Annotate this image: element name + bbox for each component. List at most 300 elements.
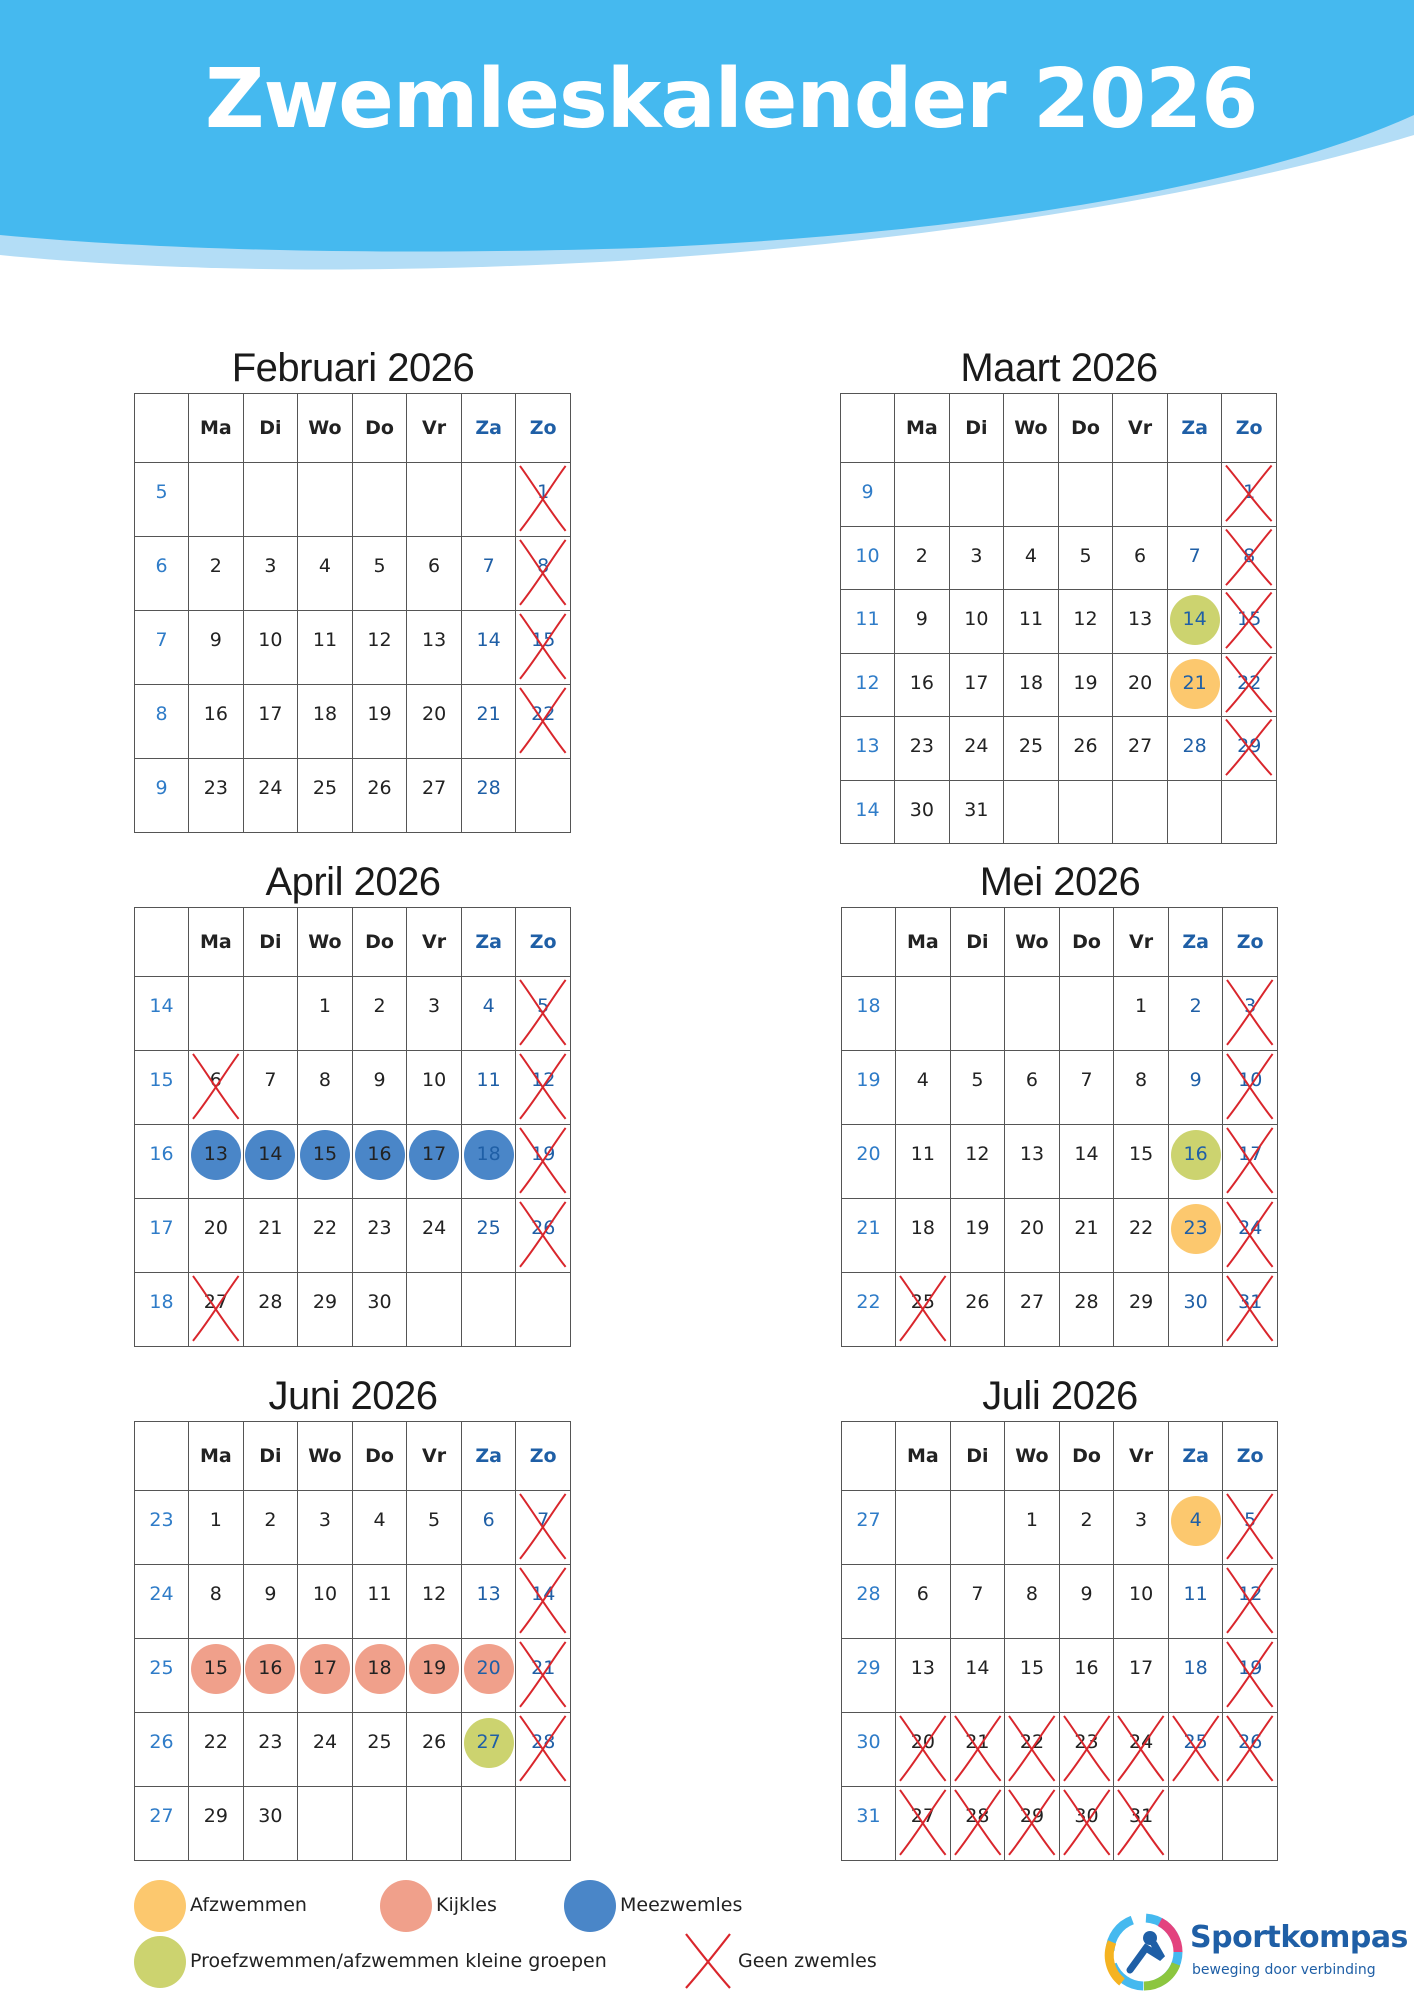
day-cell bbox=[298, 1199, 353, 1273]
day-number: 25 bbox=[1183, 1731, 1208, 1753]
day-cell bbox=[1222, 463, 1277, 527]
day-number: 18 bbox=[1018, 671, 1044, 694]
day-number: 1 bbox=[318, 995, 331, 1017]
week-number-cell bbox=[135, 759, 189, 833]
day-number: 4 bbox=[916, 1069, 929, 1091]
calendar-table bbox=[134, 393, 571, 833]
day-cell bbox=[298, 1491, 353, 1565]
day-cell bbox=[461, 1639, 516, 1713]
empty-cell bbox=[352, 463, 407, 537]
week-number-cell bbox=[135, 1199, 189, 1273]
day-header-zo: Zo bbox=[516, 1422, 571, 1491]
day-header-wo: Wo bbox=[1005, 1422, 1060, 1491]
day-cell bbox=[896, 1713, 951, 1787]
day-cell bbox=[949, 717, 1004, 781]
day-cell bbox=[896, 1051, 951, 1125]
day-header-vr: Vr bbox=[407, 394, 462, 463]
corner-cell bbox=[842, 1422, 896, 1491]
day-cell bbox=[896, 1199, 951, 1273]
empty-cell bbox=[352, 1787, 407, 1861]
day-number: 7 bbox=[264, 1069, 277, 1091]
day-cell bbox=[1113, 526, 1168, 590]
day-number: 13 bbox=[421, 629, 447, 651]
day-cell bbox=[407, 611, 462, 685]
day-number: 19 bbox=[1238, 1657, 1263, 1679]
day-cell bbox=[189, 1199, 244, 1273]
day-cell bbox=[949, 526, 1004, 590]
day-number: 16 bbox=[1183, 1143, 1208, 1165]
calendar-table bbox=[134, 907, 571, 1347]
day-number: 29 bbox=[203, 1805, 228, 1827]
day-cell bbox=[1113, 717, 1168, 781]
day-number: 7 bbox=[537, 1509, 550, 1531]
day-number: 8 bbox=[318, 1069, 331, 1091]
corner-cell bbox=[135, 1422, 189, 1491]
day-number: 20 bbox=[910, 1731, 935, 1753]
week-number: 18 bbox=[856, 995, 881, 1017]
day-cell bbox=[352, 1565, 407, 1639]
day-cell bbox=[461, 685, 516, 759]
day-header-do: Do bbox=[352, 1422, 407, 1491]
empty-cell bbox=[1005, 977, 1060, 1051]
day-cell bbox=[352, 1491, 407, 1565]
month-title: Februari 2026 bbox=[231, 346, 475, 390]
week-number-cell bbox=[135, 1491, 189, 1565]
day-cell bbox=[298, 685, 353, 759]
day-header-wo: Wo bbox=[298, 908, 353, 977]
week-number-cell bbox=[841, 463, 895, 527]
week-number-cell bbox=[842, 977, 896, 1051]
empty-cell bbox=[298, 463, 353, 537]
day-header-ma: Ma bbox=[189, 1422, 244, 1491]
day-cell bbox=[189, 611, 244, 685]
month-title: Juni 2026 bbox=[268, 1374, 438, 1418]
day-cell bbox=[1005, 1199, 1060, 1273]
week-row bbox=[135, 1125, 571, 1199]
month-title: Maart 2026 bbox=[960, 346, 1158, 390]
red-cross-icon bbox=[516, 1713, 570, 1786]
day-cell bbox=[1222, 717, 1277, 781]
red-cross-icon bbox=[896, 1713, 950, 1786]
day-cell bbox=[516, 611, 571, 685]
day-cell bbox=[950, 1273, 1005, 1347]
day-number: 19 bbox=[367, 703, 392, 725]
empty-cell bbox=[243, 463, 298, 537]
day-number: 14 bbox=[1074, 1143, 1099, 1165]
week-number-cell bbox=[842, 1273, 896, 1347]
red-cross-icon bbox=[1169, 1713, 1223, 1786]
empty-cell bbox=[189, 977, 244, 1051]
red-cross-icon bbox=[516, 1491, 570, 1564]
day-header-do: Do bbox=[1058, 394, 1113, 463]
day-cell bbox=[1114, 1051, 1169, 1125]
red-cross-icon bbox=[516, 1051, 570, 1124]
day-number: 28 bbox=[1182, 735, 1207, 757]
empty-cell bbox=[1167, 463, 1222, 527]
day-number: 27 bbox=[421, 777, 447, 799]
week-number-cell bbox=[842, 1125, 896, 1199]
red-cross-icon bbox=[951, 1713, 1005, 1786]
day-cell bbox=[516, 1713, 571, 1787]
day-number: 6 bbox=[482, 1509, 495, 1531]
day-cell bbox=[407, 1639, 462, 1713]
red-cross-icon bbox=[189, 1051, 243, 1124]
day-cell bbox=[1167, 653, 1222, 717]
day-number: 4 bbox=[318, 555, 331, 577]
red-cross-icon bbox=[516, 1639, 570, 1712]
week-row bbox=[842, 1787, 1278, 1861]
day-number: 24 bbox=[1238, 1217, 1263, 1239]
day-cell bbox=[352, 1051, 407, 1125]
legend-label: Kijkles bbox=[436, 1894, 497, 1916]
day-number: 19 bbox=[421, 1657, 447, 1679]
day-cell bbox=[896, 1639, 951, 1713]
day-number: 10 bbox=[1128, 1583, 1154, 1605]
red-cross-icon bbox=[1060, 1713, 1114, 1786]
day-cell bbox=[1222, 526, 1277, 590]
week-number-cell bbox=[842, 1565, 896, 1639]
red-cross-icon bbox=[951, 1787, 1005, 1860]
day-number: 5 bbox=[1079, 544, 1092, 567]
day-number: 1 bbox=[1243, 481, 1256, 503]
compass-logo-icon bbox=[1100, 1912, 1188, 1992]
week-number-cell bbox=[841, 590, 895, 654]
day-cell bbox=[1059, 1125, 1114, 1199]
day-cell bbox=[950, 1639, 1005, 1713]
week-row bbox=[842, 977, 1278, 1051]
empty-cell bbox=[950, 1491, 1005, 1565]
day-header-di: Di bbox=[243, 394, 298, 463]
month-april bbox=[134, 857, 572, 1347]
day-cell bbox=[298, 759, 353, 833]
day-cell bbox=[243, 1787, 298, 1861]
day-number: 9 bbox=[1189, 1069, 1202, 1091]
day-cell bbox=[1223, 1125, 1278, 1199]
day-number: 24 bbox=[964, 735, 989, 757]
week-number-cell bbox=[841, 653, 895, 717]
day-cell bbox=[1004, 653, 1059, 717]
day-number: 5 bbox=[971, 1069, 984, 1091]
day-header-za: Za bbox=[1167, 394, 1222, 463]
page-title: Zwemleskalender 2026 bbox=[205, 52, 1258, 147]
day-number: 11 bbox=[1018, 608, 1044, 630]
empty-cell bbox=[189, 463, 244, 537]
day-header-ma: Ma bbox=[896, 908, 951, 977]
day-cell bbox=[896, 1565, 951, 1639]
red-cross-icon bbox=[516, 537, 570, 610]
day-cell bbox=[516, 537, 571, 611]
week-number: 15 bbox=[149, 1069, 174, 1091]
day-cell bbox=[189, 1787, 244, 1861]
day-number: 23 bbox=[367, 1217, 392, 1239]
day-cell bbox=[516, 1639, 571, 1713]
day-cell bbox=[1059, 1273, 1114, 1347]
day-cell bbox=[895, 717, 950, 781]
day-cell bbox=[1223, 1639, 1278, 1713]
red-cross-icon bbox=[516, 977, 570, 1050]
day-cell bbox=[407, 759, 462, 833]
day-cell bbox=[1059, 1051, 1114, 1125]
red-cross-icon bbox=[516, 611, 570, 684]
day-cell bbox=[1005, 1713, 1060, 1787]
day-header-vr: Vr bbox=[1113, 394, 1168, 463]
day-number: 19 bbox=[965, 1217, 990, 1239]
day-number: 15 bbox=[1237, 608, 1262, 630]
blue-circle-icon bbox=[564, 1880, 616, 1932]
day-number: 26 bbox=[367, 777, 392, 799]
salmon-circle-icon bbox=[380, 1880, 432, 1932]
red-cross-icon bbox=[1223, 1199, 1277, 1272]
day-number: 23 bbox=[258, 1731, 283, 1753]
month-februari bbox=[134, 343, 572, 833]
week-number: 26 bbox=[149, 1731, 174, 1753]
day-number: 10 bbox=[312, 1583, 338, 1605]
day-cell bbox=[189, 537, 244, 611]
day-cell bbox=[243, 1273, 298, 1347]
day-cell bbox=[407, 1051, 462, 1125]
week-number-cell bbox=[135, 1639, 189, 1713]
day-number: 31 bbox=[1128, 1805, 1154, 1827]
day-cell bbox=[516, 1051, 571, 1125]
day-number: 28 bbox=[476, 777, 501, 799]
day-cell bbox=[895, 526, 950, 590]
day-number: 20 bbox=[421, 703, 447, 725]
day-header-di: Di bbox=[949, 394, 1004, 463]
week-row bbox=[135, 1051, 571, 1125]
day-cell bbox=[461, 611, 516, 685]
day-number: 5 bbox=[428, 1509, 441, 1531]
day-cell bbox=[298, 977, 353, 1051]
day-header-vr: Vr bbox=[407, 908, 462, 977]
day-cell bbox=[243, 1199, 298, 1273]
week-row bbox=[841, 463, 1277, 527]
day-number: 12 bbox=[1073, 608, 1098, 630]
day-cell bbox=[461, 1565, 516, 1639]
day-number: 15 bbox=[312, 1143, 338, 1165]
week-row bbox=[135, 463, 571, 537]
day-number: 26 bbox=[531, 1217, 556, 1239]
day-number: 18 bbox=[367, 1657, 392, 1679]
week-number: 19 bbox=[856, 1069, 881, 1091]
day-number: 10 bbox=[1238, 1069, 1263, 1091]
day-number: 16 bbox=[367, 1143, 392, 1165]
day-cell bbox=[1114, 1565, 1169, 1639]
week-row bbox=[135, 685, 571, 759]
day-cell bbox=[1168, 1639, 1223, 1713]
day-cell bbox=[407, 977, 462, 1051]
red-cross-icon bbox=[1005, 1713, 1059, 1786]
day-cell bbox=[1005, 1125, 1060, 1199]
day-header-do: Do bbox=[1059, 1422, 1114, 1491]
red-cross-icon bbox=[1223, 1051, 1277, 1124]
day-number: 20 bbox=[1127, 671, 1153, 694]
day-header-vr: Vr bbox=[1114, 1422, 1169, 1491]
week-number: 18 bbox=[149, 1291, 174, 1313]
day-cell bbox=[1168, 1273, 1223, 1347]
day-number: 6 bbox=[916, 1583, 929, 1605]
day-cell bbox=[1059, 1565, 1114, 1639]
day-number: 17 bbox=[258, 703, 283, 725]
empty-cell bbox=[1223, 1787, 1278, 1861]
day-cell bbox=[461, 1199, 516, 1273]
day-cell bbox=[1005, 1787, 1060, 1861]
day-number: 14 bbox=[1182, 608, 1207, 630]
day-number: 24 bbox=[1128, 1731, 1154, 1753]
empty-cell bbox=[461, 463, 516, 537]
day-header-do: Do bbox=[1059, 908, 1114, 977]
day-number: 6 bbox=[1025, 1069, 1038, 1091]
empty-cell bbox=[1058, 463, 1113, 527]
red-cross-icon bbox=[1005, 1787, 1059, 1860]
week-number-cell bbox=[135, 1273, 189, 1347]
day-number: 20 bbox=[203, 1217, 228, 1239]
day-number: 14 bbox=[258, 1143, 283, 1165]
red-cross-icon bbox=[1223, 1639, 1277, 1712]
week-number-cell bbox=[842, 1713, 896, 1787]
legend bbox=[134, 1880, 1134, 1990]
day-number: 10 bbox=[421, 1069, 447, 1091]
day-cell bbox=[243, 1565, 298, 1639]
day-cell bbox=[352, 611, 407, 685]
day-cell bbox=[896, 1787, 951, 1861]
day-header-za: Za bbox=[1168, 908, 1223, 977]
week-row bbox=[841, 780, 1277, 844]
week-row bbox=[842, 1125, 1278, 1199]
empty-cell bbox=[1004, 780, 1059, 844]
day-cell bbox=[896, 1273, 951, 1347]
month-title: Mei 2026 bbox=[979, 860, 1141, 904]
day-cell bbox=[461, 759, 516, 833]
week-number-cell bbox=[841, 780, 895, 844]
day-cell bbox=[1222, 653, 1277, 717]
day-cell bbox=[243, 537, 298, 611]
red-cross-icon bbox=[1222, 654, 1276, 717]
day-number: 8 bbox=[1243, 544, 1256, 567]
week-row bbox=[841, 526, 1277, 590]
day-cell bbox=[949, 780, 1004, 844]
month-mei bbox=[841, 857, 1279, 1347]
day-cell bbox=[1168, 1199, 1223, 1273]
day-cell bbox=[352, 1639, 407, 1713]
empty-cell bbox=[461, 1787, 516, 1861]
day-number: 20 bbox=[476, 1657, 501, 1679]
day-cell bbox=[1223, 977, 1278, 1051]
week-row bbox=[842, 1639, 1278, 1713]
day-cell bbox=[407, 1565, 462, 1639]
day-cell bbox=[1113, 653, 1168, 717]
calendar-table bbox=[840, 393, 1277, 844]
day-number: 6 bbox=[428, 555, 441, 577]
day-number: 25 bbox=[367, 1731, 392, 1753]
week-number: 16 bbox=[149, 1143, 174, 1165]
day-cell bbox=[516, 1125, 571, 1199]
day-header-row bbox=[842, 1422, 1278, 1491]
day-cell bbox=[407, 1199, 462, 1273]
week-number: 27 bbox=[856, 1509, 881, 1531]
day-number: 2 bbox=[209, 555, 222, 577]
day-number: 22 bbox=[1128, 1217, 1154, 1239]
day-header-row bbox=[135, 1422, 571, 1491]
day-cell bbox=[950, 1125, 1005, 1199]
day-number: 26 bbox=[965, 1291, 990, 1313]
day-header-row bbox=[842, 908, 1278, 977]
legend-label: Afzwemmen bbox=[190, 1894, 307, 1916]
empty-cell bbox=[1168, 1787, 1223, 1861]
day-cell bbox=[352, 977, 407, 1051]
day-header-zo: Zo bbox=[516, 394, 571, 463]
day-cell bbox=[1005, 1565, 1060, 1639]
day-cell bbox=[1223, 1491, 1278, 1565]
red-cross-icon bbox=[1222, 717, 1276, 780]
day-number: 4 bbox=[482, 995, 495, 1017]
week-number-cell bbox=[135, 463, 189, 537]
corner-cell bbox=[842, 908, 896, 977]
day-cell bbox=[895, 780, 950, 844]
week-number-cell bbox=[135, 537, 189, 611]
day-cell bbox=[1114, 1787, 1169, 1861]
week-number-cell bbox=[135, 1787, 189, 1861]
day-cell bbox=[516, 1199, 571, 1273]
day-cell bbox=[243, 1125, 298, 1199]
day-cell bbox=[407, 1713, 462, 1787]
logo-tagline: beweging door verbinding bbox=[1192, 1962, 1376, 1978]
empty-cell bbox=[516, 1273, 571, 1347]
red-cross-icon bbox=[1114, 1713, 1168, 1786]
day-cell bbox=[189, 1565, 244, 1639]
day-header-row bbox=[135, 908, 571, 977]
day-number: 7 bbox=[1188, 544, 1201, 567]
week-row bbox=[842, 1713, 1278, 1787]
day-cell bbox=[1223, 1713, 1278, 1787]
day-header-di: Di bbox=[243, 1422, 298, 1491]
day-number: 18 bbox=[312, 703, 338, 725]
day-cell bbox=[189, 1491, 244, 1565]
week-number-cell bbox=[841, 717, 895, 781]
week-row bbox=[135, 1565, 571, 1639]
day-number: 21 bbox=[258, 1217, 283, 1239]
day-number: 29 bbox=[1237, 735, 1262, 757]
week-row bbox=[135, 1199, 571, 1273]
day-number: 11 bbox=[910, 1143, 935, 1165]
day-cell bbox=[1114, 977, 1169, 1051]
week-number: 29 bbox=[856, 1657, 881, 1679]
week-number: 9 bbox=[155, 777, 168, 799]
day-cell bbox=[1167, 526, 1222, 590]
day-number: 12 bbox=[965, 1143, 990, 1165]
red-cross-icon bbox=[516, 685, 570, 758]
day-number: 14 bbox=[531, 1583, 556, 1605]
day-cell bbox=[1059, 1199, 1114, 1273]
day-number: 8 bbox=[537, 555, 550, 577]
week-row bbox=[135, 1713, 571, 1787]
red-cross-icon bbox=[516, 1125, 570, 1198]
week-number-cell bbox=[135, 611, 189, 685]
day-cell bbox=[352, 759, 407, 833]
day-number: 27 bbox=[1127, 735, 1153, 757]
day-cell bbox=[1168, 1125, 1223, 1199]
day-number: 3 bbox=[1135, 1509, 1148, 1531]
day-cell bbox=[1168, 1491, 1223, 1565]
day-number: 27 bbox=[476, 1731, 501, 1753]
day-number: 27 bbox=[1019, 1291, 1045, 1313]
day-number: 11 bbox=[1183, 1583, 1208, 1605]
empty-cell bbox=[1113, 780, 1168, 844]
day-number: 29 bbox=[1019, 1805, 1045, 1827]
day-cell bbox=[1114, 1273, 1169, 1347]
day-cell bbox=[407, 537, 462, 611]
week-number: 21 bbox=[856, 1217, 881, 1239]
day-number: 15 bbox=[531, 629, 556, 651]
